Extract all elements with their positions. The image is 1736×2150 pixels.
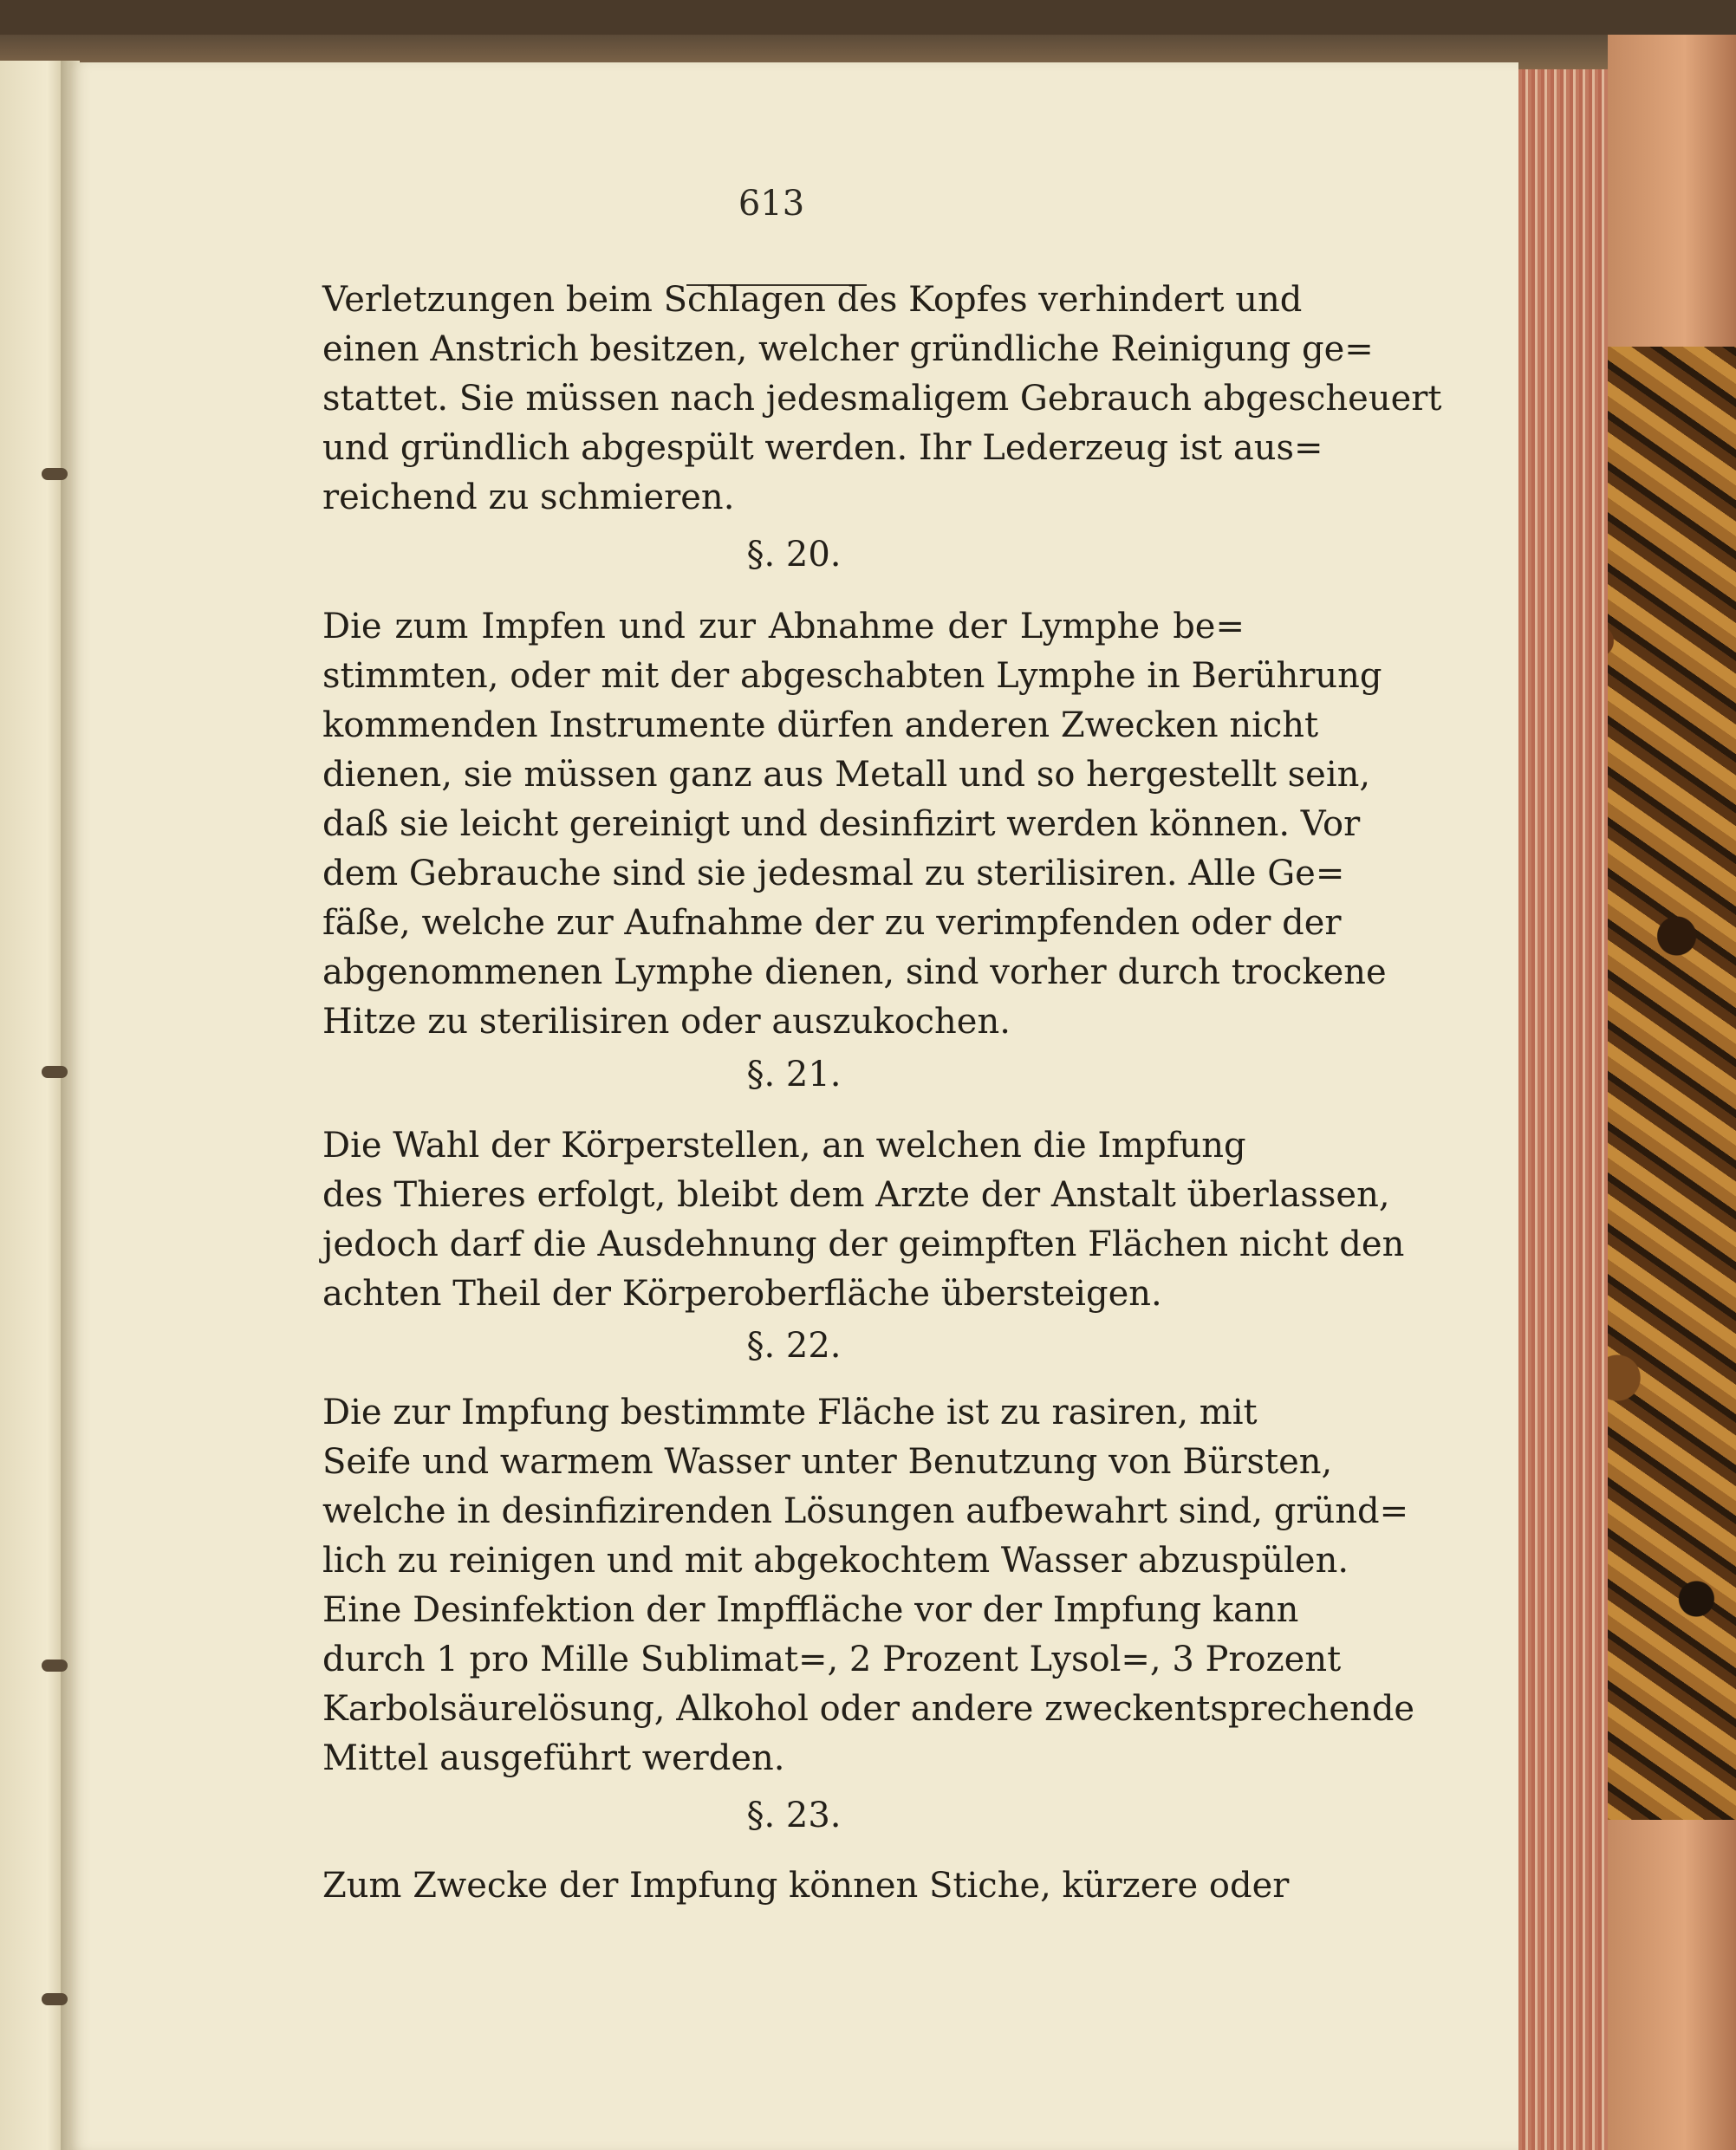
text-line: Hitze zu sterilisiren oder auszukochen. xyxy=(322,1002,1011,1042)
text-line: welche in desinfizirenden Lösungen aufbewahrt sind, gründ= xyxy=(322,1491,1409,1531)
binding-thread xyxy=(42,1993,68,2005)
section-heading-22: §. 22. xyxy=(746,1326,842,1366)
section-23-paragraph xyxy=(322,1861,1290,1911)
text-line: dem Gebrauche sind sie jedesmal zu sterilisiren. Alle Ge= xyxy=(322,854,1345,893)
text-line: achten Theil der Körperoberfläche übersteigen. xyxy=(322,1274,1162,1314)
text-line: fäße, welche zur Aufnahme der zu verimpfenden oder der xyxy=(322,903,1342,943)
text-line: stimmten, oder mit der abgeschabten Lymphe in Berührung xyxy=(322,656,1382,696)
text-line: Die zum Impfen und zur Abnahme der Lymphe be= xyxy=(322,607,1245,646)
section-heading-20: §. 20. xyxy=(746,535,842,575)
text-line: Die Wahl der Körperstellen, an welchen die Impfung xyxy=(322,1126,1246,1166)
section-21-paragraph xyxy=(322,1121,1405,1319)
section-heading-23: §. 23. xyxy=(746,1796,842,1835)
binding-thread xyxy=(42,468,68,480)
text-line: einen Anstrich besitzen, welcher gründliche Reinigung ge= xyxy=(322,329,1374,369)
text-line: Verletzungen beim Schlagen des Kopfes verhindert und xyxy=(322,280,1303,320)
text-line: jedoch darf die Ausdehnung der geimpften Flächen nicht den xyxy=(322,1224,1405,1264)
text-line: lich zu reinigen und mit abgekochtem Wasser abzuspülen. xyxy=(322,1541,1349,1581)
section-22-paragraph xyxy=(322,1388,1415,1783)
text-line: des Thieres erfolgt, bleibt dem Arzte der Anstalt überlassen, xyxy=(322,1175,1390,1215)
text-line: durch 1 pro Mille Sublimat=, 2 Prozent Lysol=, 3 Prozent xyxy=(322,1640,1342,1679)
text-line: Karbolsäurelösung, Alkohol oder andere zweckentsprechende xyxy=(322,1689,1415,1729)
text-line: abgenommenen Lymphe dienen, sind vorher durch trockene xyxy=(322,952,1387,992)
text-line: Eine Desinfektion der Impffläche vor der Impfung kann xyxy=(322,1590,1299,1630)
text-line: Zum Zwecke der Impfung können Stiche, kürzere oder xyxy=(322,1866,1290,1906)
section-20-paragraph xyxy=(322,602,1387,1047)
page-block-edge xyxy=(1512,69,1608,2150)
left-page-sliver xyxy=(0,61,68,2150)
text-line: stattet. Sie müssen nach jedesmaligem Gebrauch abgescheuert xyxy=(322,379,1442,419)
text-line: und gründlich abgespült werden. Ihr Lederzeug ist aus= xyxy=(322,428,1323,468)
section-heading-21: §. 21. xyxy=(746,1055,842,1094)
text-line: daß sie leicht gereinigt und desinfizirt werden können. Vor xyxy=(322,804,1361,844)
text-line: Die zur Impfung bestimmte Fläche ist zu rasiren, mit xyxy=(322,1393,1258,1432)
binding-thread xyxy=(42,1066,68,1078)
text-line: Mittel ausgeführt werden. xyxy=(322,1738,785,1778)
book-page xyxy=(69,62,1518,2150)
continuation-paragraph xyxy=(322,276,1442,523)
text-line: Seife und warmem Wasser unter Benutzung von Bürsten, xyxy=(322,1442,1333,1482)
text-line: reichend zu schmieren. xyxy=(322,477,735,517)
text-line: dienen, sie müssen ganz aus Metall und so hergestellt sein, xyxy=(322,755,1371,795)
text-line: kommenden Instrumente dürfen anderen Zwecken nicht xyxy=(322,705,1319,745)
page-number: 613 xyxy=(738,184,805,224)
binding-thread xyxy=(42,1660,68,1672)
